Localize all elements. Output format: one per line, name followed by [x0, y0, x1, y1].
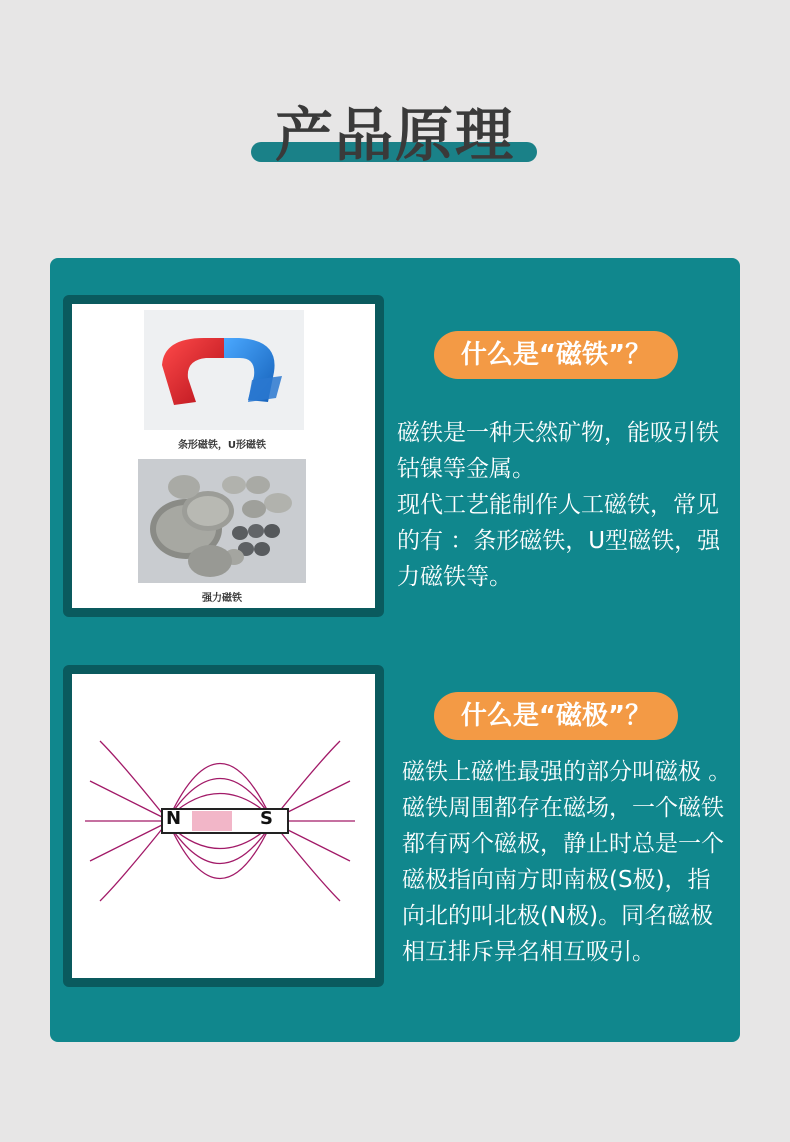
magnet-paragraph-1: 磁铁是一种天然矿物，能吸引铁钴镍等金属。	[397, 420, 719, 482]
magnetic-field-image-frame	[63, 665, 384, 987]
page-title: 产品原理	[274, 101, 515, 169]
magnet-description	[397, 415, 727, 595]
pole-paragraph-1: 磁铁上磁性最强的部分叫磁极 。磁铁周围都存在磁场，一个磁铁都有两个磁极，静止时总是一个磁极指向南方即南极(S极)，指向北的叫北极(N极)。同名磁极相互排斥异名相互吸引。	[402, 759, 732, 965]
magnet-caption-top: 条形磁铁，U形磁铁	[177, 440, 267, 451]
page-header	[0, 80, 790, 170]
what-is-magnet-heading: 什么是“磁铁”？	[434, 331, 678, 379]
magnets-image-frame	[63, 295, 384, 617]
what-is-pole-heading: 什么是“磁极”？	[434, 692, 678, 740]
u-magnet-image	[144, 310, 304, 430]
south-pole-label: S	[260, 808, 273, 829]
north-pole-label: N	[166, 808, 182, 829]
magnet-caption-bottom: 强力磁铁	[202, 593, 242, 604]
magnet-paragraph-2: 现代工艺能制作人工磁铁，常见的有 ：条形磁铁，U型磁铁，强力磁铁等。	[397, 492, 721, 590]
magnetic-field-diagram	[80, 721, 360, 921]
pole-description	[402, 754, 732, 970]
content-panel	[50, 258, 740, 1042]
disc-magnets-image	[138, 459, 306, 583]
